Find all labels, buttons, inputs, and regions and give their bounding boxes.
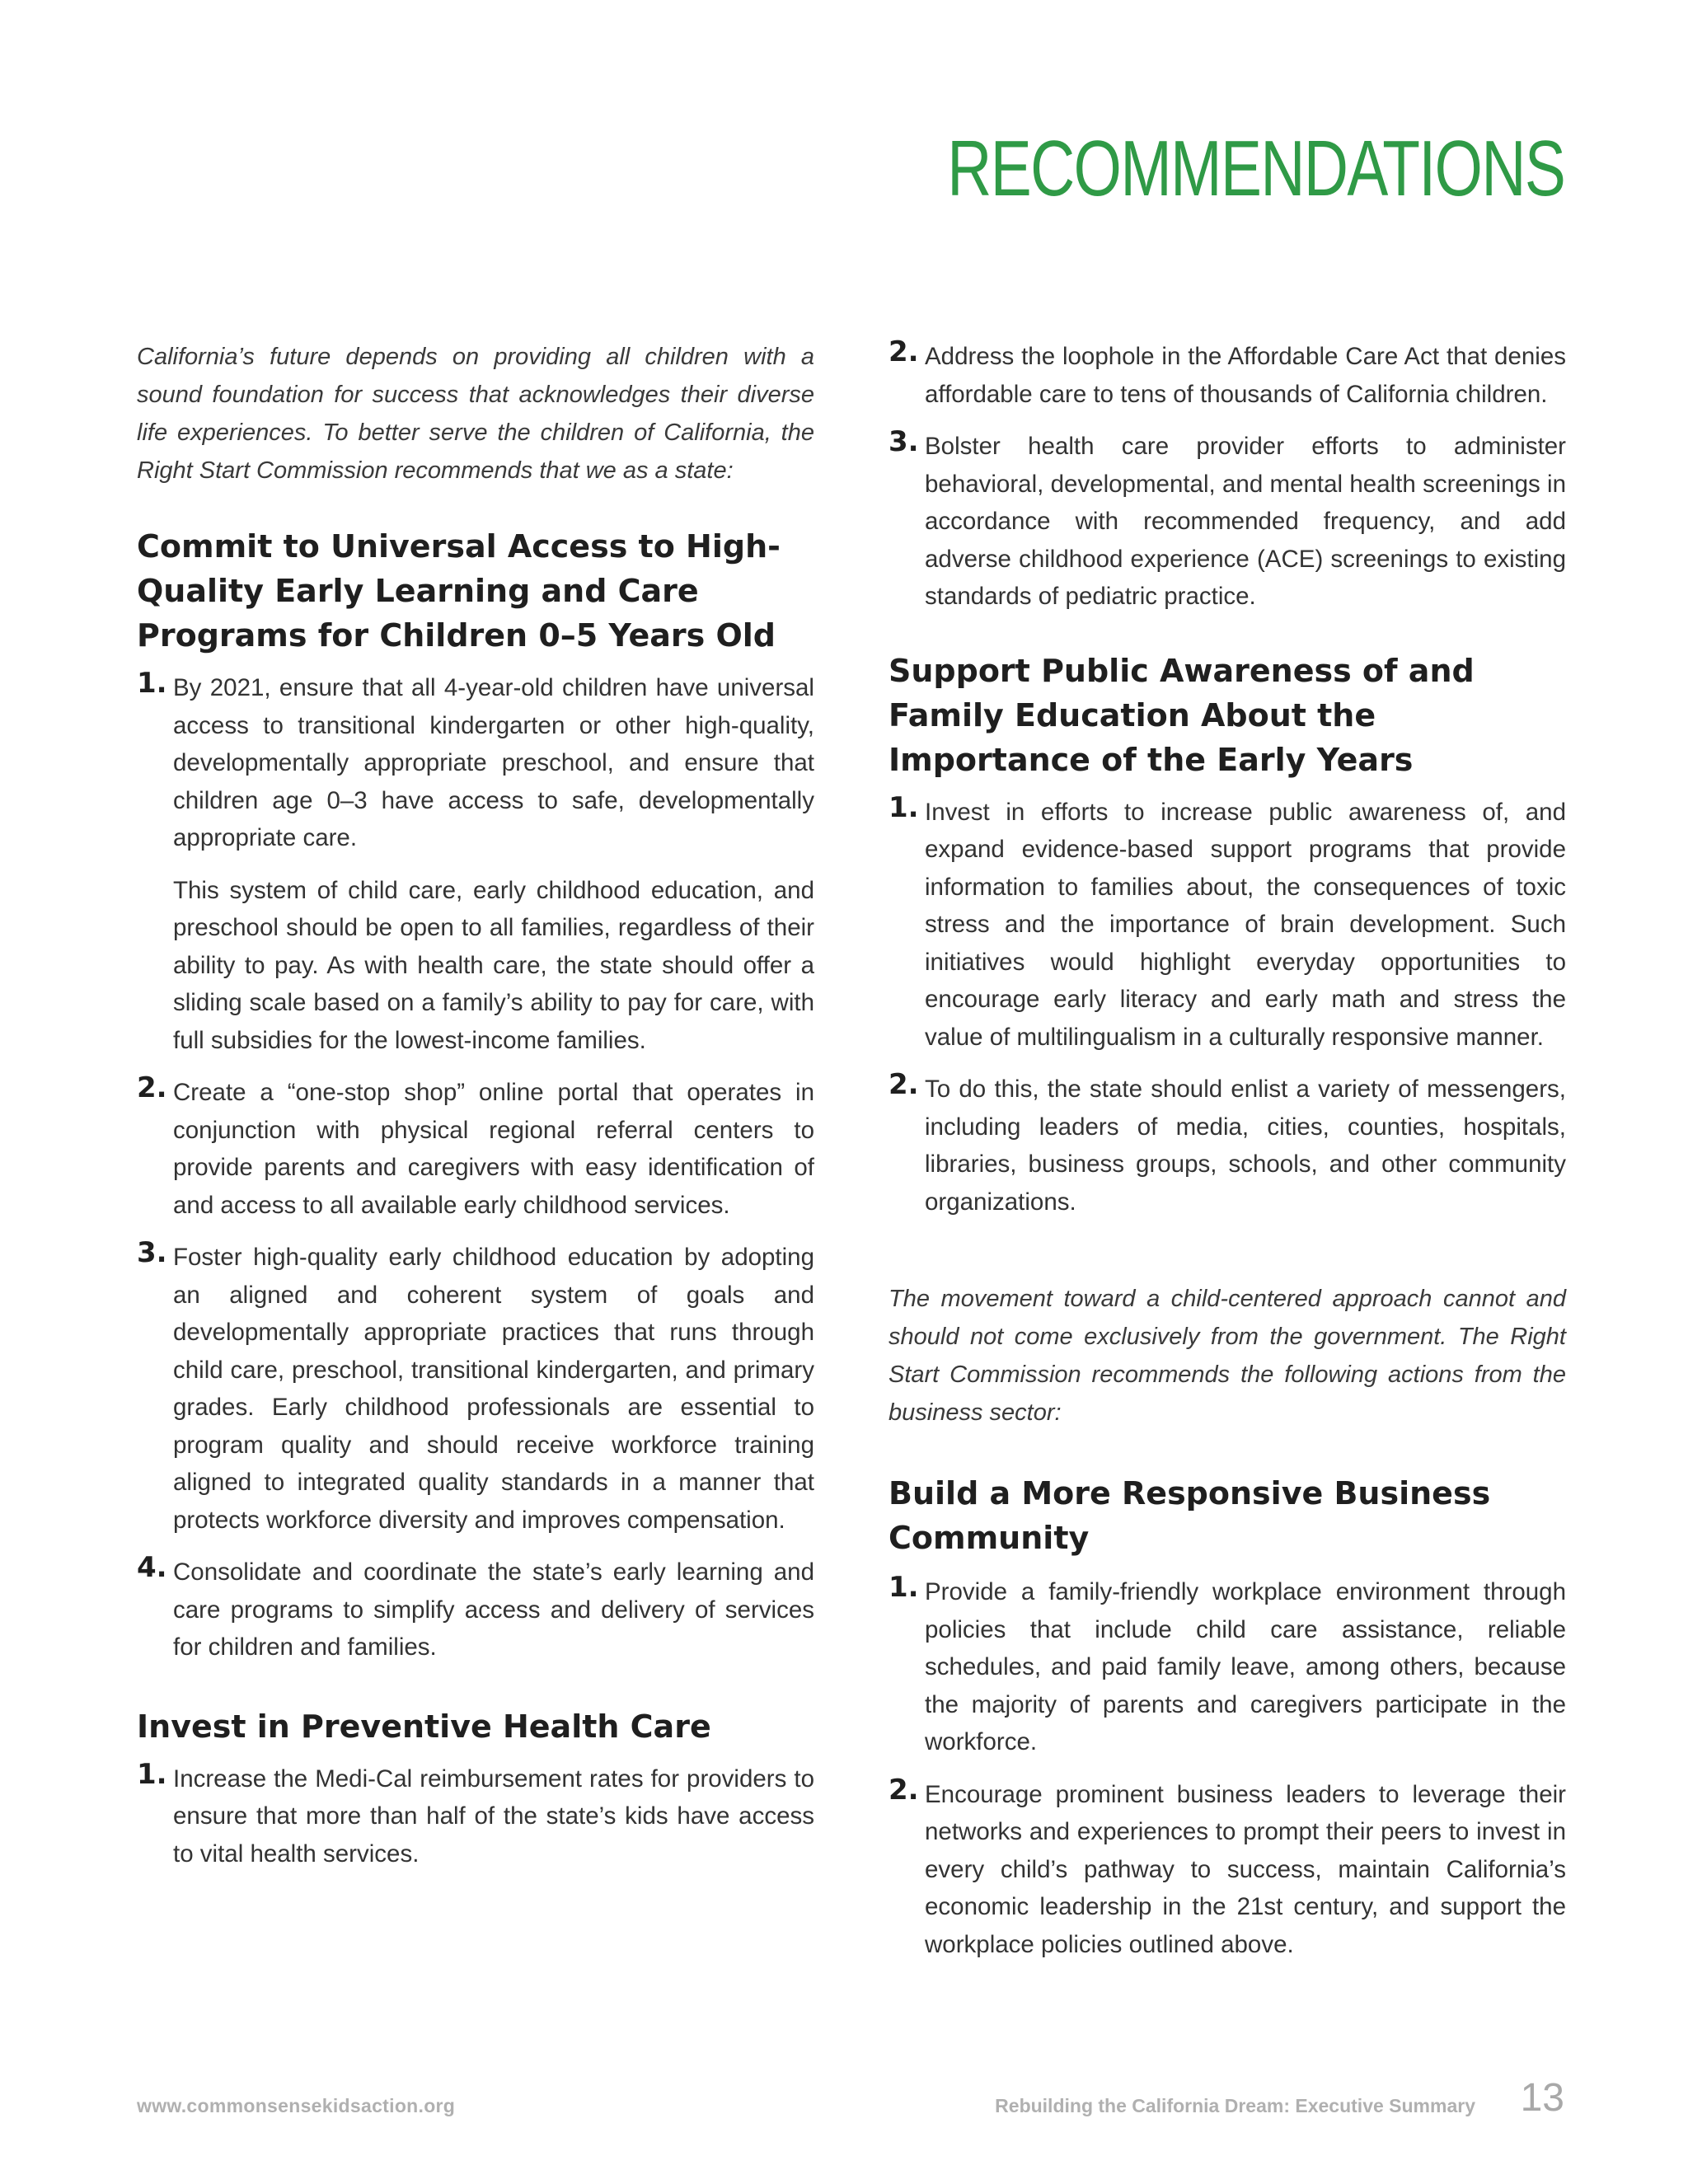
- public-awareness-list: [889, 790, 1566, 1221]
- business-intro-paragraph: The movement toward a child-centered approach cannot and should not come exclusively from the government. The Right Start Commission recommends the following actions from the business sector:: [889, 1286, 1566, 1426]
- section-heading-early-learning: Commit to Universal Access to High-Quality Early Learning and Care Programs for Children 0–5 Years Old: [137, 528, 781, 654]
- list-item: [889, 335, 1566, 413]
- item-text: Create a “one-stop shop” online portal that operates in conjunction with physical regional referral centers to provide parents and caregivers with easy identification of and access to all available early childhood services.: [173, 1079, 814, 1219]
- list-item: [137, 1757, 814, 1873]
- right-column: [889, 335, 1566, 1978]
- section-heading-business: Build a More Responsive Business Community: [889, 1475, 1491, 1556]
- list-item: [889, 1068, 1566, 1221]
- section-heading-health-care: Invest in Preventive Health Care: [137, 1708, 711, 1745]
- item-number: 1.: [889, 790, 919, 824]
- item-text: By 2021, ensure that all 4-year-old children have universal access to transitional kindergarten or other high-quality, developmentally appropriate preschool, and ensure that children age 0–3 have access to safe, developmentally appropriate care.: [173, 674, 814, 851]
- intro-paragraph: California’s future depends on providing all children with a sound foundation for success that acknowledges their diverse life experiences. To better serve the children of California, the Right Start Commission recommends that we as a state:: [137, 344, 814, 484]
- item-number: 1.: [137, 1757, 167, 1791]
- item-number: 3.: [889, 425, 919, 458]
- section-heading-public-awareness: Support Public Awareness of and Family Education About the Importance of the Early Years: [889, 652, 1475, 778]
- item-number: 2.: [889, 1068, 919, 1101]
- item-number: 2.: [889, 335, 919, 368]
- item-text: Foster high-quality early childhood education by adopting an aligned and coherent system of goals and developmentally appropriate practices that runs through child care, preschool, transitional kindergarten, and primary grades. Early childhood professionals are essential to program quality and should receive workforce training aligned to integrated quality standards in a manner that protects workforce diversity and improves compensation.: [173, 1244, 814, 1534]
- item-number: 1.: [137, 667, 167, 700]
- footer-website: www.commonsensekidsaction.org: [137, 2095, 456, 2116]
- list-item: [889, 790, 1566, 1057]
- item-text-continued: This system of child care, early childhood education, and preschool should be open to all families, regardless of their ability to pay. As with health care, the state should offer a sliding scale based on a family’s ability to pay for care, with full subsidies for the lowest-income families.: [173, 876, 814, 1054]
- list-item: [889, 425, 1566, 616]
- item-number: 2.: [889, 1773, 919, 1807]
- item-text: To do this, the state should enlist a variety of messengers, including leaders of media, cities, counties, hospitals, libraries, business groups, schools, and other community organizations.: [925, 1076, 1566, 1216]
- list-item: [137, 1071, 814, 1224]
- item-text: Consolidate and coordinate the state’s early learning and care programs to simplify access and delivery of services for children and families.: [173, 1558, 814, 1661]
- list-item: [889, 1573, 1566, 1761]
- page-title: RECOMMENDATIONS: [947, 124, 1564, 213]
- item-number: 4.: [137, 1551, 167, 1584]
- item-number: 2.: [137, 1071, 167, 1104]
- item-text: Invest in efforts to increase public awareness of, and expand evidence-based support programs that provide information to families about, the consequences of toxic stress and the importance of brain development. Such initiatives would highlight everyday opportunities to encourage early literacy and early math and stress the value of multilingualism in a culturally responsive manner.: [925, 798, 1566, 1051]
- health-care-list-continued: [889, 335, 1566, 616]
- list-item: [137, 1236, 814, 1539]
- list-item: [137, 1551, 814, 1666]
- item-text: Address the loophole in the Affordable Care Act that denies affordable care to tens of thousands of California children.: [925, 343, 1566, 408]
- footer-publication-title: Rebuilding the California Dream: Executive Summary: [995, 2095, 1475, 2116]
- item-text: Bolster health care provider efforts to administer behavioral, developmental, and mental health screenings in accordance with recommended frequency, and add adverse childhood experience (ACE) screenings to existing standards of pediatric practice.: [925, 433, 1566, 610]
- item-number: 1.: [889, 1571, 919, 1604]
- item-text: Provide a family-friendly workplace environment through policies that include child care assistance, reliable schedules, and paid family leave, among others, because the majority of parents and caregivers participate in the workforce.: [925, 1578, 1566, 1755]
- page-number: 13: [1520, 2076, 1564, 2120]
- business-list: [889, 1573, 1566, 1963]
- item-text: Encourage prominent business leaders to leverage their networks and experiences to prompt their peers to invest in every child’s pathway to success, maintain California’s economic leadership in the 21st century, and support the workplace policies outlined above.: [925, 1780, 1566, 1958]
- left-column: [137, 338, 814, 1887]
- item-text: Increase the Medi-Cal reimbursement rates for providers to ensure that more than half of the state’s kids have access to vital health services.: [173, 1765, 814, 1868]
- early-learning-list: [137, 669, 814, 1666]
- list-item: [137, 669, 814, 1059]
- list-item: [889, 1773, 1566, 1964]
- item-number: 3.: [137, 1236, 167, 1269]
- health-care-list: [137, 1757, 814, 1873]
